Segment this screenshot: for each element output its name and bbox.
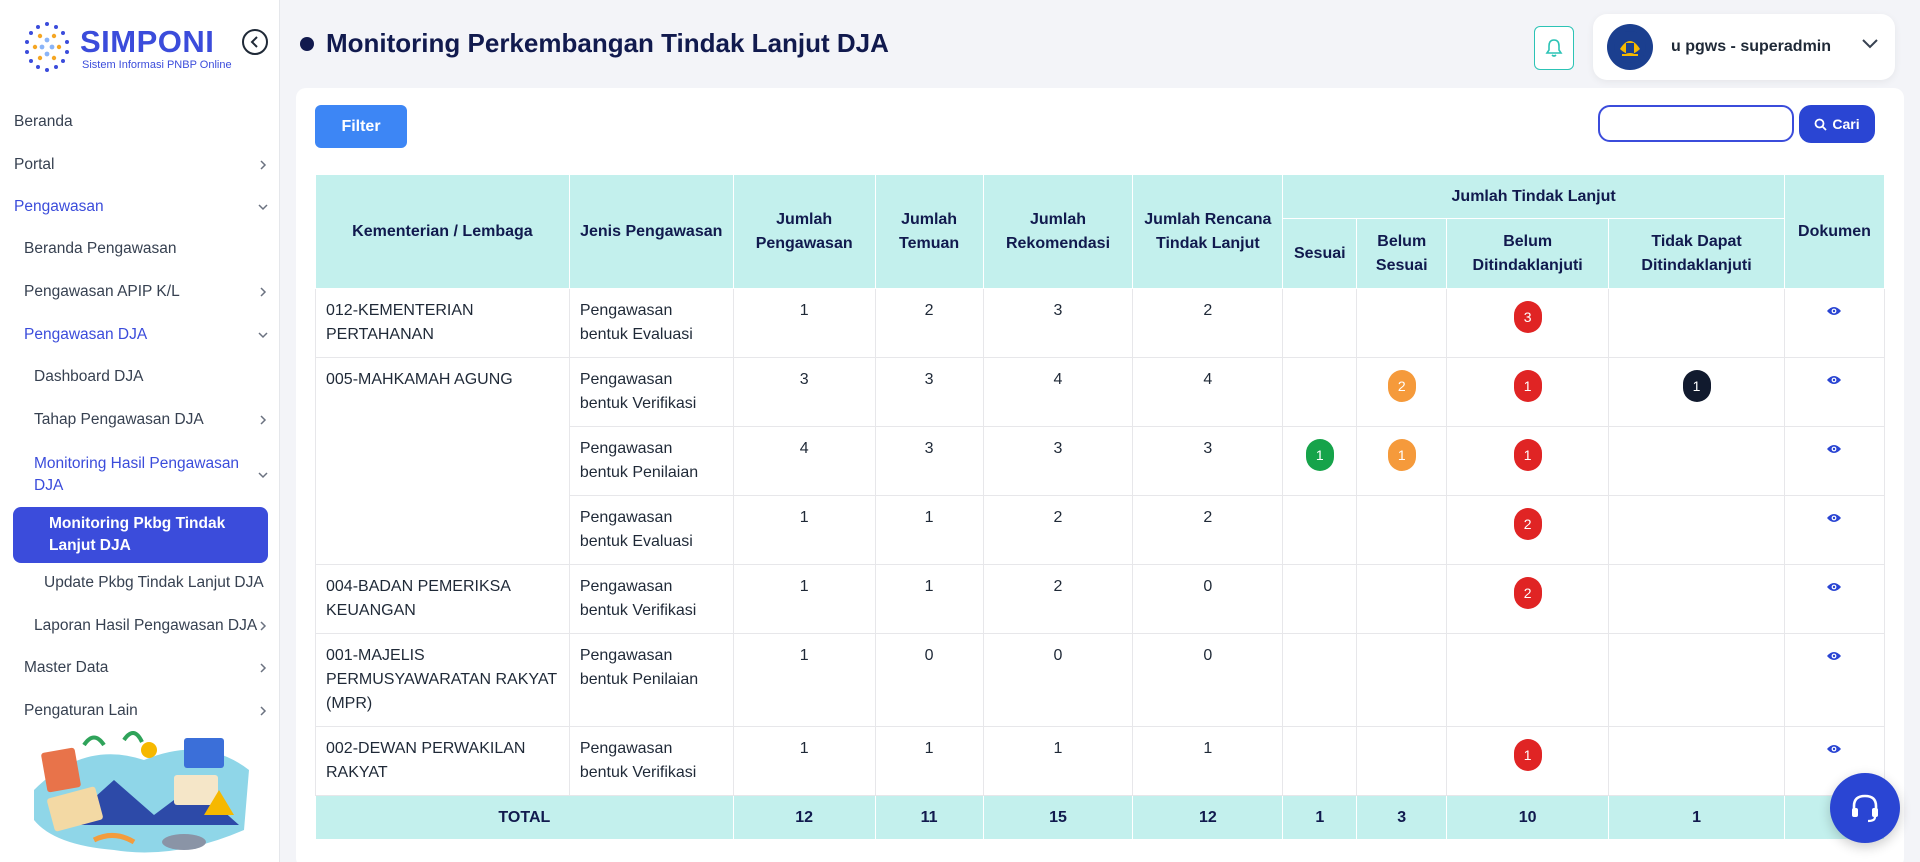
sidebar-item-label: Pengawasan APIP K/L <box>24 283 180 300</box>
chevron-right-icon <box>258 621 268 631</box>
cell-pengawasan: 1 <box>733 289 875 358</box>
help-chat-button[interactable] <box>1830 773 1900 843</box>
chevron-right-icon <box>258 160 268 170</box>
cell-belum-ditl <box>1447 427 1609 496</box>
sidebar-item-beranda[interactable] <box>14 113 264 131</box>
cell-jenis: Pengawasan bentuk Verifikasi <box>569 565 733 634</box>
sidebar-item-monitoring-pkbg[interactable] <box>13 507 268 563</box>
cell-kl: 005-MAHKAMAH AGUNG <box>316 358 570 565</box>
col-header-belum-sesuai[interactable]: Belum Sesuai <box>1357 219 1447 289</box>
cell-rekomendasi: 2 <box>983 565 1133 634</box>
cell-jenis: Pengawasan bentuk Verifikasi <box>569 727 733 796</box>
sidebar-item-label: Dashboard DJA <box>34 368 144 385</box>
brand-name: SIMPONI <box>80 24 215 59</box>
cell-kl: 012-KEMENTERIAN PERTAHANAN <box>316 289 570 358</box>
user-menu[interactable] <box>1593 14 1895 80</box>
cell-pengawasan: 1 <box>733 727 875 796</box>
cell-kl: 001-MAJELIS PERMUSYAWARATAN RAKYAT (MPR) <box>316 634 570 727</box>
chevron-down-icon <box>258 202 268 212</box>
cell-sesuai <box>1283 289 1357 358</box>
chevron-down-icon <box>258 330 268 340</box>
chevron-right-icon <box>258 706 268 716</box>
cell-temuan: 2 <box>875 289 983 358</box>
chevron-right-icon <box>258 415 268 425</box>
badge-belum-ditindaklanjuti[interactable]: 1 <box>1514 739 1542 771</box>
badge-belum-ditindaklanjuti[interactable]: 1 <box>1514 439 1542 471</box>
eye-icon <box>1826 512 1842 524</box>
table-row <box>316 565 1885 634</box>
total-belum-sesuai: 3 <box>1357 796 1447 840</box>
badge-belum-sesuai[interactable]: 1 <box>1388 439 1416 471</box>
cell-rekomendasi: 3 <box>983 427 1133 496</box>
sidebar-item-update-pkbg[interactable] <box>44 574 268 592</box>
total-temuan: 11 <box>875 796 983 840</box>
chevron-right-icon <box>258 287 268 297</box>
cell-tidak-dapat <box>1609 496 1785 565</box>
view-document-button[interactable] <box>1826 650 1842 662</box>
total-rekomendasi: 15 <box>983 796 1133 840</box>
sidebar-item-pengawasan-apip[interactable] <box>24 283 268 301</box>
sidebar-item-pengawasan[interactable] <box>14 198 268 216</box>
simponi-logo-icon <box>18 18 76 76</box>
search-input[interactable] <box>1598 105 1794 142</box>
search-icon <box>1814 118 1827 131</box>
eye-icon <box>1826 305 1842 317</box>
col-header-jumlah-pengawasan[interactable]: Jumlah Pengawasan <box>733 175 875 289</box>
title-bullet <box>300 37 314 51</box>
avatar <box>1607 24 1653 70</box>
sidebar-illustration <box>24 730 262 862</box>
eye-icon <box>1826 743 1842 755</box>
col-header-jumlah-rekomendasi[interactable]: Jumlah Rekomendasi <box>983 175 1133 289</box>
cell-temuan: 1 <box>875 496 983 565</box>
page-title: Monitoring Perkembangan Tindak Lanjut DJA <box>326 28 889 58</box>
badge-sesuai[interactable]: 1 <box>1306 439 1334 471</box>
badge-belum-ditindaklanjuti[interactable]: 2 <box>1514 577 1542 609</box>
cell-sesuai <box>1283 427 1357 496</box>
cell-rencana: 0 <box>1133 634 1283 727</box>
table-row <box>316 358 1885 427</box>
cell-jenis: Pengawasan bentuk Penilaian <box>569 634 733 727</box>
col-header-dokumen: Dokumen <box>1784 175 1884 289</box>
cell-temuan: 0 <box>875 634 983 727</box>
sidebar-item-dashboard-dja[interactable] <box>34 368 268 386</box>
cell-rencana: 2 <box>1133 496 1283 565</box>
brand-subtitle: Sistem Informasi PNBP Online <box>82 59 232 71</box>
cell-rekomendasi: 4 <box>983 358 1133 427</box>
cell-dokumen <box>1784 634 1884 727</box>
sidebar-item-beranda-pengawasan[interactable] <box>24 240 268 258</box>
sidebar-item-label: Pengawasan <box>14 198 104 215</box>
cell-sesuai <box>1283 358 1357 427</box>
cell-temuan: 1 <box>875 727 983 796</box>
cell-rencana: 0 <box>1133 565 1283 634</box>
badge-belum-ditindaklanjuti[interactable]: 2 <box>1514 508 1542 540</box>
col-header-kl[interactable]: Kementerian / Lembaga <box>316 175 570 289</box>
cell-rencana: 2 <box>1133 289 1283 358</box>
cell-belum-ditl <box>1447 565 1609 634</box>
bell-icon <box>1545 38 1563 58</box>
cell-rencana: 3 <box>1133 427 1283 496</box>
cell-belum-ditl <box>1447 634 1609 727</box>
sidebar-item-label: Monitoring Pkbg Tindak Lanjut DJA <box>49 515 226 554</box>
cell-belum-ditl <box>1447 727 1609 796</box>
cell-belum-ditl <box>1447 496 1609 565</box>
headset-icon <box>1847 790 1883 826</box>
filter-button[interactable]: Filter <box>315 105 407 148</box>
cell-tidak-dapat <box>1609 289 1785 358</box>
total-pengawasan: 12 <box>733 796 875 840</box>
search-button[interactable] <box>1799 105 1875 143</box>
view-document-button[interactable] <box>1826 443 1842 455</box>
collapse-sidebar-button[interactable] <box>242 29 268 55</box>
eye-icon <box>1826 650 1842 662</box>
eye-icon <box>1826 443 1842 455</box>
badge-belum-ditindaklanjuti[interactable]: 3 <box>1514 301 1542 333</box>
cell-rekomendasi: 3 <box>983 289 1133 358</box>
total-tidak-dapat: 1 <box>1609 796 1785 840</box>
cell-belum-sesuai <box>1357 358 1447 427</box>
sidebar-item-label: Pengawasan DJA <box>24 326 148 343</box>
cell-sesuai <box>1283 727 1357 796</box>
badge-belum-sesuai[interactable]: 2 <box>1388 370 1416 402</box>
sidebar-item-pengaturan-lain[interactable] <box>24 702 268 720</box>
cell-rekomendasi: 2 <box>983 496 1133 565</box>
cell-dokumen <box>1784 358 1884 427</box>
sidebar-item-label: Laporan Hasil Pengawasan DJA <box>34 617 258 634</box>
cell-dokumen <box>1784 427 1884 496</box>
sidebar-item-monitoring-hasil[interactable] <box>34 453 268 497</box>
cell-belum-ditl <box>1447 358 1609 427</box>
cell-rencana: 4 <box>1133 358 1283 427</box>
cell-sesuai <box>1283 496 1357 565</box>
view-document-button[interactable] <box>1826 581 1842 593</box>
user-name: u pgws - superadmin <box>1671 38 1832 55</box>
cell-kl: 002-DEWAN PERWAKILAN RAKYAT <box>316 727 570 796</box>
page-header <box>300 28 889 59</box>
cell-jenis: Pengawasan bentuk Evaluasi <box>569 496 733 565</box>
chevron-left-icon <box>249 36 261 48</box>
sidebar-item-label: Tahap Pengawasan DJA <box>34 411 204 428</box>
chevron-down-icon <box>258 470 268 480</box>
cell-rencana: 1 <box>1133 727 1283 796</box>
cell-dokumen <box>1784 565 1884 634</box>
table-row <box>316 727 1885 796</box>
table-row <box>316 634 1885 727</box>
cell-pengawasan: 3 <box>733 358 875 427</box>
cell-temuan: 3 <box>875 358 983 427</box>
sidebar-item-label: Monitoring Hasil Pengawasan DJA <box>34 455 240 494</box>
col-header-sesuai[interactable]: Sesuai <box>1283 219 1357 289</box>
cell-jenis: Pengawasan bentuk Evaluasi <box>569 289 733 358</box>
col-header-jumlah-rencana[interactable]: Jumlah Rencana Tindak Lanjut <box>1133 175 1283 289</box>
col-header-jumlah-tindak-lanjut: Jumlah Tindak Lanjut <box>1283 175 1785 219</box>
col-header-tidak-dapat[interactable]: Tidak Dapat Ditindaklanjuti <box>1609 219 1785 289</box>
total-rencana: 12 <box>1133 796 1283 840</box>
badge-tidak-dapat[interactable]: 1 <box>1683 370 1711 402</box>
sidebar-item-pengawasan-dja[interactable] <box>24 326 268 344</box>
sidebar-item-label: Update Pkbg Tindak Lanjut DJA <box>44 574 264 591</box>
cell-rekomendasi: 0 <box>983 634 1133 727</box>
sidebar <box>0 0 280 862</box>
col-header-jumlah-temuan[interactable]: Jumlah Temuan <box>875 175 983 289</box>
cell-dokumen <box>1784 289 1884 358</box>
cell-belum-sesuai <box>1357 496 1447 565</box>
cell-pengawasan: 1 <box>733 496 875 565</box>
cell-tidak-dapat <box>1609 358 1785 427</box>
cell-belum-sesuai <box>1357 565 1447 634</box>
total-belum-ditl: 10 <box>1447 796 1609 840</box>
sidebar-item-label: Portal <box>14 156 55 173</box>
cell-temuan: 1 <box>875 565 983 634</box>
cell-belum-sesuai <box>1357 289 1447 358</box>
cell-pengawasan: 1 <box>733 565 875 634</box>
sidebar-item-label: Master Data <box>24 659 109 676</box>
cell-belum-sesuai <box>1357 427 1447 496</box>
sidebar-item-master-data[interactable] <box>24 659 268 677</box>
chevron-right-icon <box>258 663 268 673</box>
sidebar-item-tahap-pengawasan[interactable] <box>34 411 268 429</box>
view-document-button[interactable] <box>1826 743 1842 755</box>
view-document-button[interactable] <box>1826 512 1842 524</box>
col-header-jenis[interactable]: Jenis Pengawasan <box>569 175 733 289</box>
col-header-belum-ditindaklanjuti[interactable]: Belum Ditindaklanjuti <box>1447 219 1609 289</box>
cell-tidak-dapat <box>1609 727 1785 796</box>
cell-dokumen <box>1784 496 1884 565</box>
total-row <box>316 796 1885 840</box>
cell-rekomendasi: 1 <box>983 727 1133 796</box>
chevron-down-icon <box>1861 38 1879 50</box>
cell-sesuai <box>1283 565 1357 634</box>
cell-pengawasan: 4 <box>733 427 875 496</box>
cell-pengawasan: 1 <box>733 634 875 727</box>
cell-jenis: Pengawasan bentuk Verifikasi <box>569 358 733 427</box>
cell-jenis: Pengawasan bentuk Penilaian <box>569 427 733 496</box>
cell-sesuai <box>1283 634 1357 727</box>
sidebar-item-label: Beranda <box>14 113 73 130</box>
cell-kl: 004-BADAN PEMERIKSA KEUANGAN <box>316 565 570 634</box>
monitoring-table <box>315 174 1885 840</box>
cell-belum-sesuai <box>1357 634 1447 727</box>
table-row <box>316 289 1885 358</box>
notification-button[interactable] <box>1534 26 1574 70</box>
cell-belum-sesuai <box>1357 727 1447 796</box>
sidebar-item-label: Pengaturan Lain <box>24 702 138 719</box>
brand-logo[interactable] <box>18 18 238 78</box>
sidebar-item-label: Beranda Pengawasan <box>24 240 177 257</box>
eye-icon <box>1826 581 1842 593</box>
badge-belum-ditindaklanjuti[interactable]: 1 <box>1514 370 1542 402</box>
cell-tidak-dapat <box>1609 427 1785 496</box>
total-sesuai: 1 <box>1283 796 1357 840</box>
cell-temuan: 3 <box>875 427 983 496</box>
cell-belum-ditl <box>1447 289 1609 358</box>
view-document-button[interactable] <box>1826 374 1842 386</box>
eye-icon <box>1826 374 1842 386</box>
cell-tidak-dapat <box>1609 634 1785 727</box>
total-label: TOTAL <box>316 796 734 840</box>
cell-tidak-dapat <box>1609 565 1785 634</box>
search-button-label: Cari <box>1832 116 1860 132</box>
sidebar-item-portal[interactable] <box>14 156 268 174</box>
sidebar-item-laporan-hasil[interactable] <box>34 617 268 635</box>
kemenkeu-emblem-icon <box>1612 29 1648 65</box>
view-document-button[interactable] <box>1826 305 1842 317</box>
